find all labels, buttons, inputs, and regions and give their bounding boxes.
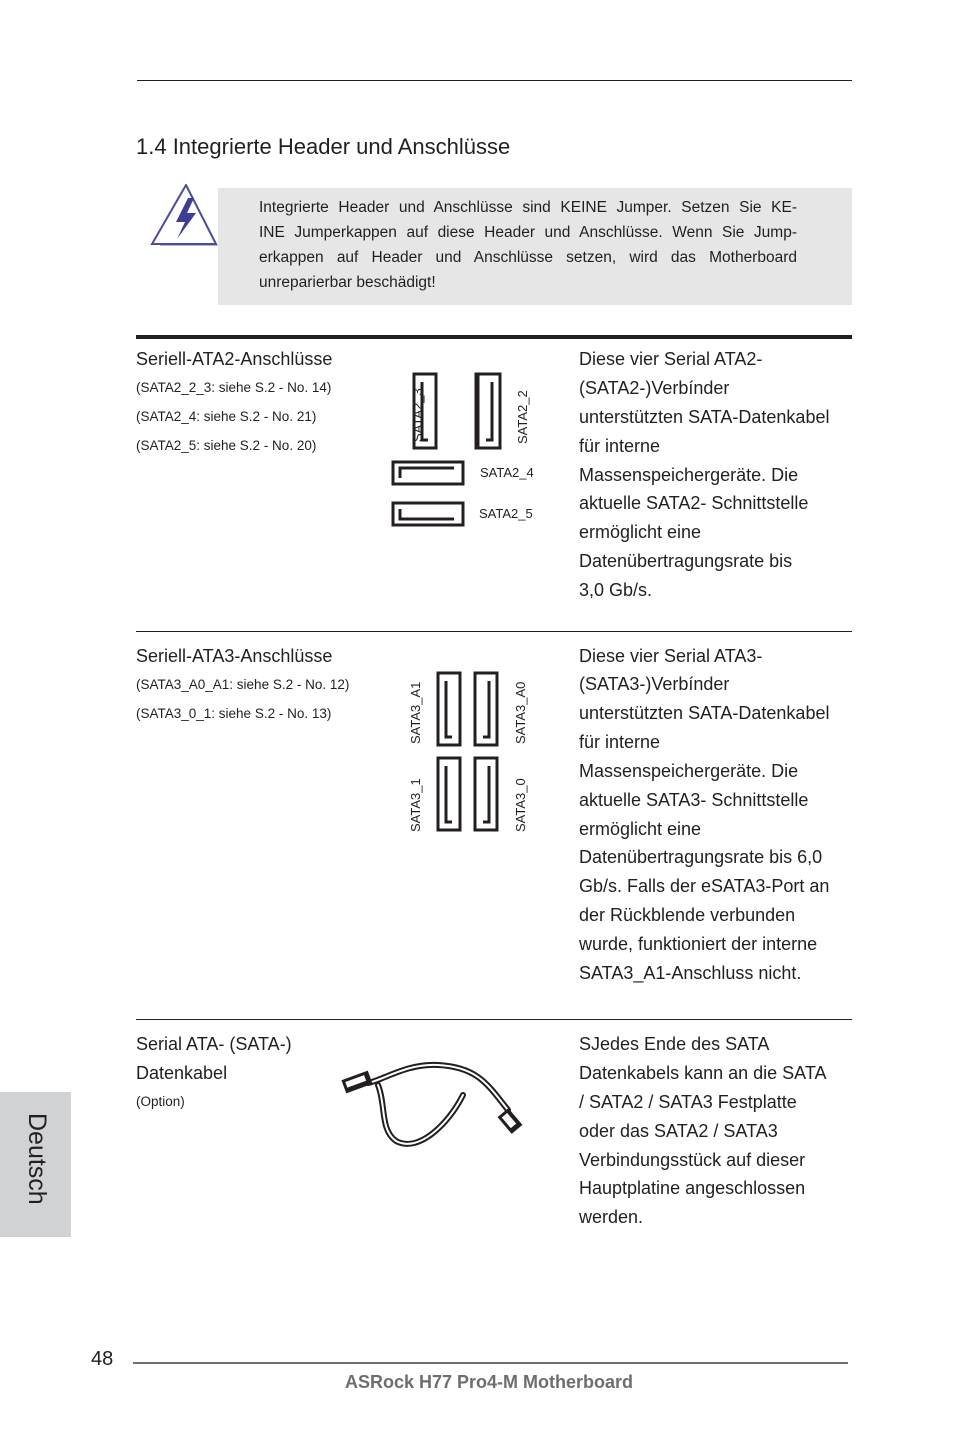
- connector-label: SATA3_1: [408, 778, 423, 832]
- connector-label: SATA3_0: [513, 778, 528, 832]
- section-divider: [136, 631, 852, 632]
- cable-desc-line: / SATA2 / SATA3 Festplatte: [579, 1092, 797, 1112]
- sata2-title: Seriell-ATA2-Anschlüsse: [136, 349, 333, 369]
- cable-desc-line: Hauptplatine angeschlossen: [579, 1178, 806, 1198]
- cable-option: (Option): [136, 1094, 185, 1109]
- sata3-ref: (SATA3_A0_A1: siehe S.2 - No. 12): [136, 677, 350, 692]
- sata-connector-icon: [393, 503, 463, 525]
- note-line: unreparierbar beschädigt!: [259, 274, 436, 291]
- sata3-desc-line: Gb/s. Falls der eSATA3-Port an: [579, 876, 830, 896]
- sata2-desc-line: (SATA2-)Verbínder: [579, 378, 730, 398]
- cable-desc-line: Datenkabels kann an die SATA: [579, 1063, 827, 1083]
- sata3-desc-line: unterstützten SATA-Datenkabel: [579, 703, 830, 723]
- sata3-desc-line: Datenübertragungsrate bis 6,0: [579, 847, 823, 867]
- note-line: Integrierte Header und Anschlüsse sind KEINE Jumper. Setzen Sie KE-: [259, 199, 797, 216]
- sata2-desc-line: 3,0 Gb/s.: [579, 580, 653, 600]
- sata2-ref: (SATA2_2_3: siehe S.2 - No. 14): [136, 380, 332, 395]
- sata2-ref: (SATA2_5: siehe S.2 - No. 20): [136, 438, 317, 453]
- sata3-desc-line: ermöglicht eine: [579, 819, 702, 839]
- sata2-ref: (SATA2_4: siehe S.2 - No. 21): [136, 409, 317, 424]
- sata-connector-icon: [438, 673, 460, 745]
- warning-lightning-icon: [150, 184, 220, 250]
- sata3-desc-line: SATA3_A1-Anschluss nicht.: [579, 963, 802, 983]
- sata-connector-icon: [438, 758, 460, 830]
- connector-label: SATA2_4: [480, 465, 534, 480]
- footer-rule: [133, 1362, 848, 1364]
- page-number: 48: [91, 1348, 114, 1370]
- connector-label: SATA2_2: [515, 390, 530, 444]
- sata3-desc-line: für interne: [579, 732, 661, 752]
- sata3-desc-line: der Rückblende verbunden: [579, 905, 796, 925]
- sata3-desc-line: aktuelle SATA3- Schnittstelle: [579, 790, 809, 810]
- sata2-desc-line: Massenspeichergeräte. Die: [579, 465, 799, 485]
- connector-label: SATA3_A1: [408, 681, 423, 744]
- cable-title-line: Datenkabel: [136, 1063, 228, 1083]
- sata2-desc-line: Diese vier Serial ATA2-: [579, 349, 763, 369]
- sata3-connector-diagram: [435, 670, 505, 835]
- cable-desc-line: Verbindungsstück auf dieser: [579, 1150, 806, 1170]
- sata3-desc-line: Massenspeichergeräte. Die: [579, 761, 799, 781]
- sata-connector-icon: [475, 758, 497, 830]
- cable-title-line: Serial ATA- (SATA-): [136, 1034, 292, 1054]
- sata-cable-illustration: [338, 1055, 528, 1150]
- sata2-desc-line: ermöglicht eine: [579, 522, 702, 542]
- sata2-desc-line: aktuelle SATA2- Schnittstelle: [579, 493, 809, 513]
- top-rule: [137, 80, 852, 81]
- section-title: 1.4 Integrierte Header und Anschlüsse: [136, 134, 511, 159]
- section-divider: [136, 1019, 852, 1020]
- sata-connector-icon: [475, 372, 505, 452]
- language-side-tab-label: Deutsch: [23, 1113, 51, 1205]
- note-line: INE Jumperkappen auf diese Header und Anschlüsse. Wenn Sie Jump-: [259, 224, 797, 241]
- connector-label: SATA3_A0: [513, 681, 528, 744]
- note-line: erkappen auf Header und Anschlüsse setzen, wird das Motherboard: [259, 249, 797, 266]
- sata3-title: Seriell-ATA3-Anschlüsse: [136, 646, 333, 666]
- sata-connector-icon: [393, 462, 463, 484]
- connector-label: SATA2_3: [410, 388, 425, 442]
- cable-desc-line: SJedes Ende des SATA: [579, 1034, 770, 1054]
- table-top-rule: [136, 335, 852, 339]
- cable-desc-line: werden.: [579, 1207, 644, 1227]
- sata2-desc-line: unterstützten SATA-Datenkabel: [579, 407, 830, 427]
- footer-text: ASRock H77 Pro4-M Motherboard: [345, 1372, 634, 1392]
- sata2-desc-line: Datenübertragungsrate bis: [579, 551, 793, 571]
- sata3-desc-line: (SATA3-)Verbínder: [579, 674, 730, 694]
- connector-label: SATA2_5: [479, 506, 533, 521]
- sata3-ref: (SATA3_0_1: siehe S.2 - No. 13): [136, 706, 332, 721]
- sata3-desc-line: wurde, funktioniert der interne: [579, 934, 818, 954]
- sata3-desc-line: Diese vier Serial ATA3-: [579, 646, 763, 666]
- sata-connector-icon: [475, 673, 497, 745]
- cable-desc-line: oder das SATA2 / SATA3: [579, 1121, 778, 1141]
- sata2-desc-line: für interne: [579, 436, 661, 456]
